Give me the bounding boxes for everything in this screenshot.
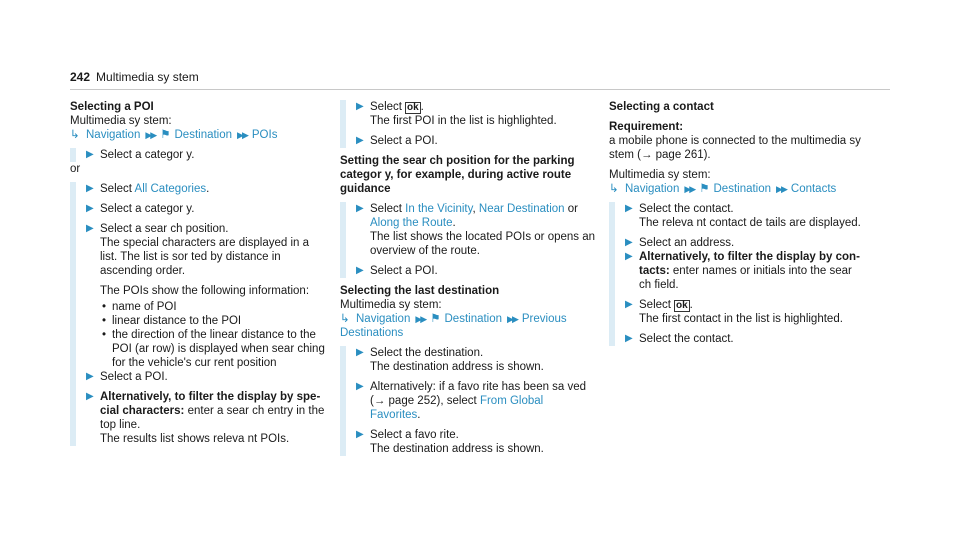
path-arrow-icon: ↳ [70,129,80,141]
path-item-destination[interactable]: Destination [713,183,772,195]
flag-icon: ⚑ [160,129,171,141]
step-item: ▶ Select a favo rite. The destination address is shown. [356,429,544,455]
step-item: ▶ Select a POI. [356,135,438,147]
ok-icon: ok [406,102,419,113]
requirement-text: a mobile phone is connected to the multimedia sy stem (→ page 261). [609,135,861,161]
column-3 [609,100,865,346]
step-arrow-icon: ▶ [625,237,633,248]
page-header [70,70,199,84]
step-arrow-icon: ▶ [356,381,364,392]
path-item-pois[interactable]: POIs [251,129,278,141]
steps-block [340,346,596,456]
path-item-navigation[interactable]: Navigation [86,129,141,141]
step-arrow-icon: ▶ [356,135,364,146]
chevron-right-icon: ▶▶ [507,314,517,324]
chevron-right-icon: ▶▶ [237,130,247,140]
subsystem-label: Multimedia sy stem: [340,299,442,311]
chevron-right-icon: ▶▶ [684,184,695,194]
link-all-categories[interactable]: All Categories [134,183,207,195]
menu-path [70,128,326,142]
step-item: ▶ Select an address. [625,237,735,249]
step-arrow-icon: ▶ [86,223,94,234]
path-arrow-icon: ↳ [609,183,619,195]
subsystem-label: Multimedia sy stem: [609,169,711,181]
step-arrow-icon: ▶ [86,183,94,194]
step-arrow-icon: ▶ [625,333,633,344]
step-arrow-icon: ▶ [356,101,364,112]
step-item: ▶ Select a POI. [86,371,168,383]
section-heading-poi: Selecting a POI [70,101,154,113]
list-item: • the direction of the linear distance to the POI (ar row) is displayed when sear ching for the vehicle's cur rent position [100,328,326,370]
step-arrow-icon: ▶ [625,203,633,214]
list-item: • linear distance to the POI [100,314,326,328]
chevron-right-icon: ▶▶ [415,314,426,324]
step-arrow-icon: ▶ [86,149,94,160]
path-item-navigation[interactable]: Navigation [356,313,411,325]
list-item: • name of POI [100,300,326,314]
link-in-the-vicinity[interactable]: In the Vicinity [405,203,473,215]
menu-path [609,182,865,196]
step-arrow-icon: ▶ [86,371,94,382]
column-2 [340,100,596,456]
section-heading-contact: Selecting a contact [609,101,714,113]
header-title: Multimedia sy stem [96,70,199,84]
column-1 [70,100,326,446]
step-arrow-icon: ▶ [625,251,633,262]
path-item-contacts[interactable]: Contacts [790,183,837,195]
step-item: ▶ Alternatively, to filter the display by special characters: enter a sear ch entry in the top line. The results list shows releva nt POIs. [86,391,325,445]
step-arrow-icon: ▶ [356,265,364,276]
step-item: ▶ Select In the Vicinity, Near Destination or Along the Route. The list shows the located POIs or opens an overview of the route. [356,203,596,257]
step-arrow-icon: ▶ [86,391,94,402]
step-item: ▶ Select a sear ch position. The special characters are displayed in a list. The list is sor ted by distance in ascending order. The POIs show the following information: • name of POI • linear distance to the POI • the direction of the linear distance to the POI (ar row) is displayed when sear ching for the vehicle's cur rent position [86,222,326,370]
step-item: ▶ Select a POI. [356,265,438,277]
path-item-destination[interactable]: Destination [174,129,233,141]
requirement-label: Requirement: [609,121,684,133]
steps-block [70,148,326,162]
step-item: ▶ Select a categor y. [86,149,195,161]
step-item: ▶ Select All Categories. [86,183,210,195]
step-arrow-icon: ▶ [356,347,364,358]
menu-path [340,312,596,340]
path-arrow-icon: ↳ [340,313,350,325]
step-arrow-icon: ▶ [86,203,94,214]
step-item: ▶ Select ok . The first POI in the list is highlighted. [356,101,557,127]
steps-block [340,202,596,278]
step-item: ▶ Select the destination. The destination address is shown. [356,347,544,373]
section-heading-parking: Setting the sear ch position for the parking categor y, for example, during active route guidance [340,155,575,195]
path-item-previous-destinations[interactable]: Previous Destinations [340,313,567,339]
link-near-destination[interactable]: Near Destination [478,203,565,215]
step-arrow-icon: ▶ [625,299,633,310]
path-item-destination[interactable]: Destination [444,313,503,325]
flag-icon: ⚑ [430,313,441,325]
step-arrow-icon: ▶ [356,429,364,440]
info-list [100,300,326,370]
step-arrow-icon: ▶ [356,203,364,214]
step-item: ▶ Select ok . The first contact in the list is highlighted. [625,299,843,325]
steps-block [70,182,326,446]
or-label: or [70,163,81,175]
subsystem-label: Multimedia sy stem: [70,115,172,127]
step-item: ▶ Alternatively, to filter the display by contacts: enter names or initials into the sear ch field. [625,251,860,291]
link-along-the-route[interactable]: Along the Route [370,217,453,229]
step-item: ▶ Select the contact. The releva nt contact de tails are displayed. [625,203,861,229]
section-heading-last-destination: Selecting the last destination [340,285,500,297]
chevron-right-icon: ▶▶ [776,184,786,194]
page-number: 242 [70,70,91,84]
steps-block [340,100,596,148]
steps-block [609,202,865,346]
step-item: ▶ Select a categor y. [86,203,195,215]
ok-icon: ok [675,300,688,311]
chevron-right-icon: ▶▶ [145,130,156,140]
header-rule [70,89,890,90]
link-from-global-favorites[interactable]: From Global Favorites [370,395,544,421]
step-item: ▶ Alternatively: if a favo rite has been sa ved (→ page 252), select From Global Favorites. [356,381,587,421]
step-item: ▶ Select the contact. [625,333,734,345]
path-item-navigation[interactable]: Navigation [625,183,680,195]
flag-icon: ⚑ [699,183,710,195]
